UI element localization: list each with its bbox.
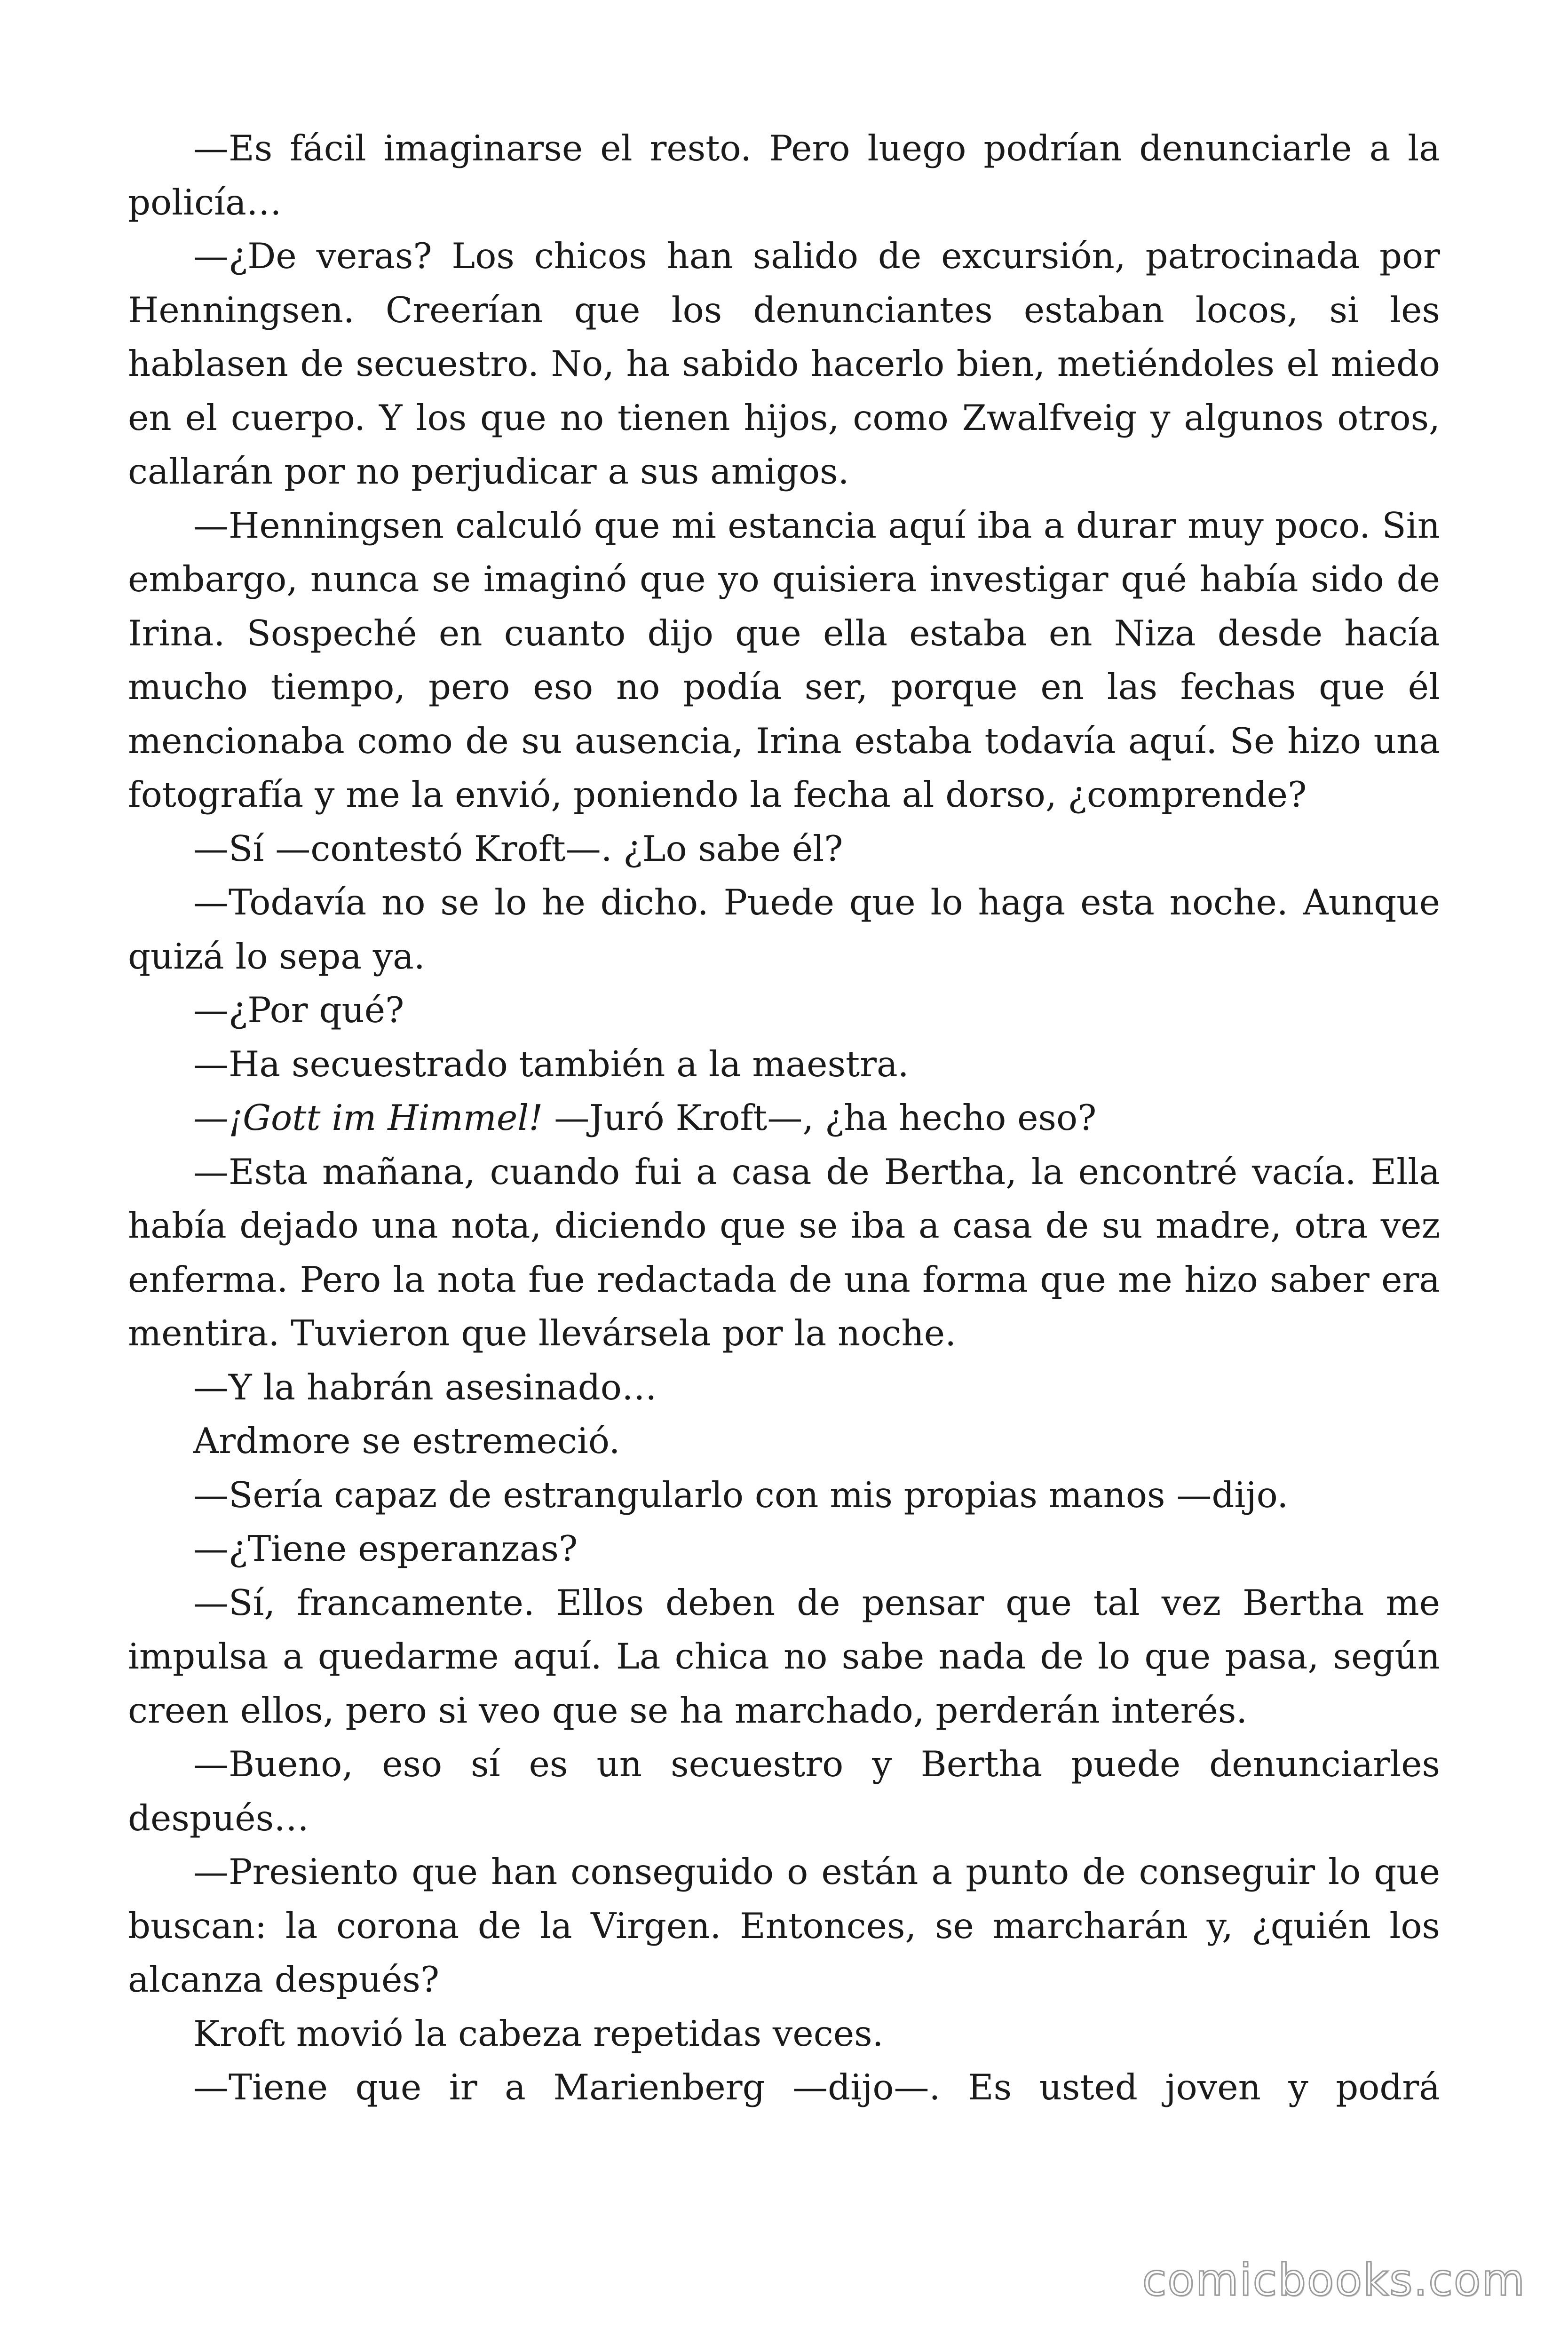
paragraph-9 xyxy=(128,1145,1440,1360)
paragraph-12 xyxy=(128,1468,1440,1522)
paragraph-text: —Todavía no se lo he dicho. Puede que lo haga esta noche. Aunque quizá lo sepa ya. xyxy=(128,882,1440,977)
paragraph-text: —Es fácil imaginarse el resto. Pero luego podrían denunciarle a la policía… xyxy=(128,127,1440,223)
paragraph-text: Ardmore se estremeció. xyxy=(193,1420,620,1462)
paragraph-11 xyxy=(128,1414,1440,1468)
paragraph-15 xyxy=(128,1737,1440,1845)
paragraph-2 xyxy=(128,229,1440,499)
site-watermark: comicbooks.com xyxy=(1142,2255,1526,2306)
paragraph-text: —Esta mañana, cuando fui a casa de Bertha, la encontré vacía. Ella había dejado una nota, diciendo que se iba a casa de su madre, otra vez enferma. Pero la nota fue redactada de una forma que me hizo saber era mentira. Tuvieron que llevársela por la noche. xyxy=(128,1151,1440,1354)
paragraph-14 xyxy=(128,1576,1440,1738)
paragraph-text: —¿Tiene esperanzas? xyxy=(193,1528,578,1569)
paragraph-text: Kroft movió la cabeza repetidas veces. xyxy=(193,2012,884,2054)
paragraph-text: —Juró Kroft—, ¿ha hecho eso? xyxy=(543,1097,1097,1138)
paragraph-text: —Henningsen calculó que mi estancia aquí iba a durar muy poco. Sin embargo, nunca se imaginó que yo quisiera investigar qué había sido de Irina. Sospeché en cuanto dijo que ella estaba en Niza desde hacía mucho tiempo, pero eso no podía ser, porque en las fechas que él mencionaba como de su ausencia, Irina estaba todavía aquí. Se hizo una fotografía y me la envió, poniendo la fecha al dorso, ¿comprende? xyxy=(128,504,1440,815)
paragraph-text: —Sí, francamente. Ellos deben de pensar que tal vez Bertha me impulsa a quedarme aquí. La chica no sabe nada de lo que pasa, según creen ellos, pero si veo que se ha marchado, perderán interés. xyxy=(128,1581,1440,1731)
paragraph-18 xyxy=(128,2060,1440,2114)
paragraph-13 xyxy=(128,1522,1440,1576)
italic-exclamation: —¡Gott im Himmel! xyxy=(193,1097,543,1138)
paragraph-5 xyxy=(128,875,1440,983)
paragraph-text: —Y la habrán asesinado… xyxy=(193,1366,657,1408)
paragraph-text: —Presiento que han conseguido o están a punto de conseguir lo que buscan: la corona de la Virgen. Entonces, se marcharán y, ¿quién los alcanza después? xyxy=(128,1851,1440,2000)
paragraph-17 xyxy=(128,2007,1440,2061)
paragraph-text: —Sería capaz de estrangularlo con mis propias manos —dijo. xyxy=(193,1474,1289,1516)
paragraph-text: —¿De veras? Los chicos han salido de excursión, patrocinada por Henningsen. Creerían que los denunciantes estaban locos, si les hablasen de secuestro. No, ha sabido hacerlo bien, metiéndoles el miedo en el cuerpo. Y los que no tienen hijos, como Zwalfveig y algunos otros, callarán por no perjudicar a sus amigos. xyxy=(128,235,1440,492)
paragraph-10 xyxy=(128,1360,1440,1414)
paragraph-text: —¿Por qué? xyxy=(193,989,404,1031)
paragraph-8 xyxy=(128,1091,1440,1145)
page-body-text xyxy=(128,121,1440,2114)
paragraph-text: —Ha secuestrado también a la maestra. xyxy=(193,1043,909,1085)
paragraph-text: —Sí —contestó Kroft—. ¿Lo sabe él? xyxy=(193,827,843,869)
paragraph-1 xyxy=(128,121,1440,229)
paragraph-3 xyxy=(128,499,1440,822)
paragraph-16 xyxy=(128,1845,1440,2007)
paragraph-6 xyxy=(128,983,1440,1037)
paragraph-text: —Tiene que ir a Marienberg —dijo—. Es usted joven y podrá xyxy=(193,2066,1440,2108)
paragraph-text: —Bueno, eso sí es un secuestro y Bertha puede denunciarles después… xyxy=(128,1743,1440,1839)
paragraph-7 xyxy=(128,1037,1440,1091)
paragraph-4 xyxy=(128,822,1440,876)
